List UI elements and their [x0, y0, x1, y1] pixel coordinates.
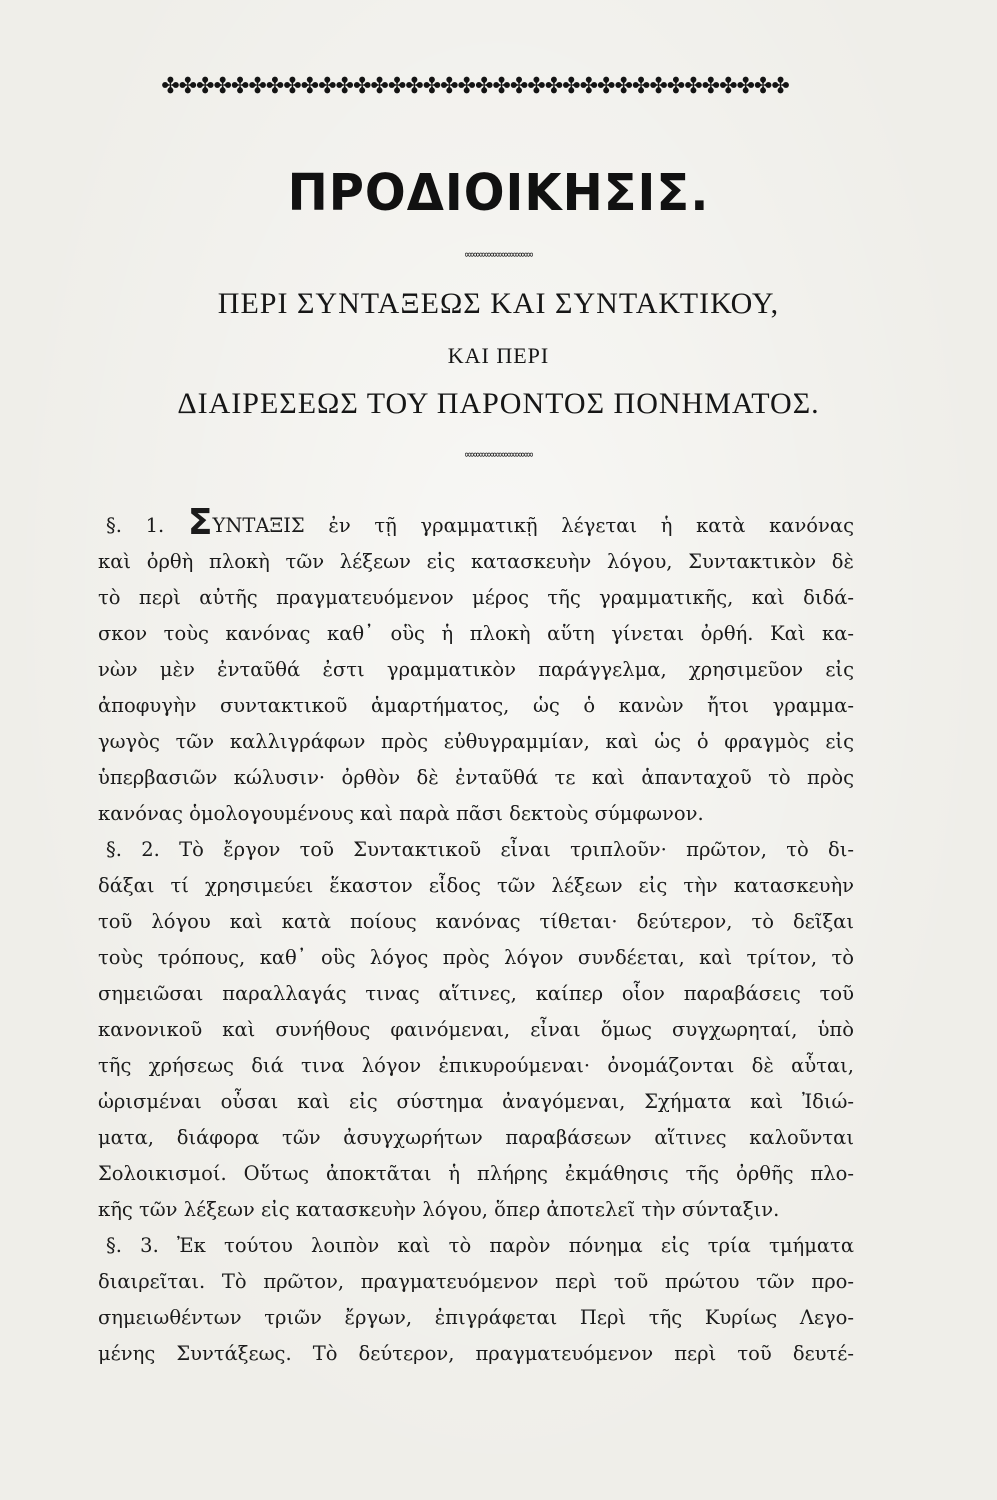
text-line-first — [98, 508, 854, 544]
text-line: ἀποφυγὴν συντακτικοῦ ἁμαρτήματος, ὡς ὁ κανὼν ἤτοι γραμμα- — [98, 694, 854, 717]
text-line: κανόνας ὁμολογουμένους καὶ παρὰ πᾶσι δεκτοὺς σύμφωνον. — [98, 802, 704, 825]
subtitle-line-2: ΚΑΙ ΠΕΡΙ — [447, 343, 550, 368]
text-line: σκον τοὺς κανόνας καθ᾿ οὓς ἡ πλοκὴ αὕτη γίνεται ὀρθή. Καὶ κα- — [98, 622, 854, 645]
text-line: τοῦ λόγου καὶ κατὰ ποίους κανόνας τίθεται· δεύτερον, τὸ δεῖξαι — [98, 910, 854, 933]
text-line: τῆς χρήσεως διά τινα λόγον ἐπικυρούμεναι· ὀνομάζονται δὲ αὗται, — [98, 1054, 854, 1077]
text-line: κῆς τῶν λέξεων εἰς κατασκευὴν λόγου, ὅπερ ἀποτελεῖ τὴν σύνταξιν. — [98, 1198, 780, 1221]
first-line-rest: ΥΝΤΑΞΙΣ ἐν τῇ γραμματικῇ λέγεται ἡ κατὰ κανόνας — [212, 514, 854, 537]
text-line: τὸ περὶ αὐτῆς πραγματευόμενον μέρος τῆς γραμματικῆς, καὶ διδά- — [98, 586, 854, 609]
text-line: καὶ ὀρθὴ πλοκὴ τῶν λέξεων εἰς κατασκευὴν λόγου, Συντακτικὸν δὲ — [98, 550, 854, 573]
subtitle-line-1: ΠΕΡΙ ΣΥΝΤΑΞΕΩΣ ΚΑΙ ΣΥΝΤΑΚΤΙΚΟΥ, — [217, 287, 780, 320]
text-line: §. 3. Ἐκ τούτου λοιπὸν καὶ τὸ παρὸν πόνημα εἰς τρία τμήματα — [106, 1234, 854, 1257]
text-line: νὼν μὲν ἐνταῦθά ἐστι γραμματικὸν παράγγελμα, χρησιμεῦον εἰς — [98, 658, 854, 681]
page-title: ΠΡΟΔΙΟΙΚΗΣΙΣ. — [287, 163, 710, 223]
text-line: ματα, διάφορα τῶν ἀσυγχωρήτων παραβάσεων αἵτινες καλοῦνται — [98, 1126, 854, 1149]
text-line: γωγὸς τῶν καλλιγράφων πρὸς εὐθυγραμμίαν, καὶ ὡς ὁ φραγμὸς εἰς — [98, 730, 854, 753]
text-line: ὑπερβασιῶν κώλυσιν· ὀρθὸν δὲ ἐνταῦθά τε καὶ ἁπανταχοῦ τὸ πρὸς — [98, 766, 854, 789]
body-text — [98, 508, 854, 1372]
text-line: κανονικοῦ καὶ συνήθους φαινόμεναι, εἶναι ὅμως συγχωρηταί, ὑπὸ — [98, 1018, 854, 1041]
text-line: μένης Συντάξεως. Τὸ δεύτερον, πραγματευόμενον περὶ τοῦ δευτέ- — [98, 1342, 854, 1365]
text-line: σημειωθέντων τριῶν ἔργων, ἐπιγράφεται Περὶ τῆς Κυρίως Λεγο- — [98, 1306, 854, 1329]
subtitle-line-3: ΔΙΑΙΡΕΣΕΩΣ ΤΟΥ ΠΑΡΟΝΤΟΣ ΠΟΝΗΜΑΤΟΣ. — [177, 387, 820, 420]
section-marker: §. 1. — [106, 514, 188, 537]
body-lines — [98, 544, 854, 1372]
title-divider: ∞∞∞∞∞∞∞∞∞∞∞∞ — [464, 248, 533, 261]
decorative-ornament-border: ✤✤✤✤✤✤✤✤✤✤✤✤✤✤✤✤✤✤✤✤✤✤✤✤✤✤✤✤✤✤✤✤✤✤✤✤ — [161, 74, 789, 99]
text-line: Σολοικισμοί. Οὕτως ἀποκτᾶται ἡ πλήρης ἐκμάθησις τῆς ὀρθῆς πλο- — [98, 1162, 854, 1185]
initial-capital: Σ — [187, 508, 213, 543]
text-line: δάξαι τί χρησιμεύει ἕκαστον εἶδος τῶν λέξεων εἰς τὴν κατασκευὴν — [98, 874, 854, 897]
text-line: ὡρισμέναι οὖσαι καὶ εἰς σύστημα ἀναγόμεναι, Σχήματα καὶ Ἰδιώ- — [98, 1090, 854, 1113]
text-line: §. 2. Τὸ ἔργον τοῦ Συντακτικοῦ εἶναι τριπλοῦν· πρῶτον, τὸ δι- — [106, 838, 854, 861]
text-line: τοὺς τρόπους, καθ᾿ οὓς λόγος πρὸς λόγον συνδέεται, καὶ τρίτον, τὸ — [98, 946, 854, 969]
subtitle-divider: ∞∞∞∞∞∞∞∞∞∞∞∞ — [464, 448, 533, 461]
text-line: διαιρεῖται. Τὸ πρῶτον, πραγματευόμενον περὶ τοῦ πρώτου τῶν προ- — [98, 1270, 854, 1293]
text-line: σημειῶσαι παραλλαγάς τινας αἵτινες, καίπερ οἷον παραβάσεις τοῦ — [98, 982, 854, 1005]
